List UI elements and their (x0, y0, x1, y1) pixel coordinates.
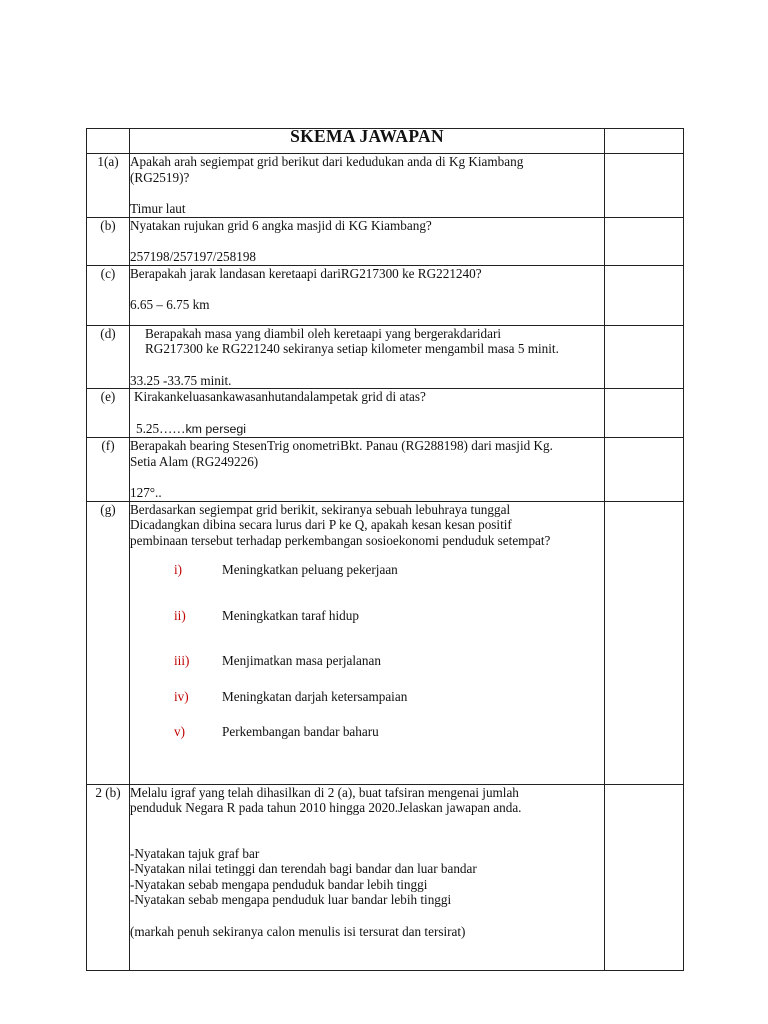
question-cell (130, 438, 605, 502)
table-row (87, 217, 684, 265)
answer-value: 5.25…… (136, 420, 186, 436)
question-cell (130, 501, 605, 784)
option-text: Meningkatkan taraf hidup (222, 607, 359, 623)
answer-text (130, 421, 604, 438)
question-text: Melalu igraf yang telah dihasilkan di 2 (a), buat tafsiran mengenai jumlah (130, 784, 519, 800)
table-header-row (87, 129, 684, 154)
table-row (87, 389, 684, 438)
question-text: pembinaan tersebut terhadap perkembangan sosioekonomi penduduk setempat? (130, 532, 551, 548)
question-number: (d) (87, 325, 130, 389)
marking-note: (markah penuh sekiranya calon menulis isi tersurat dan tersirat) (130, 923, 466, 939)
answer-point: -Nyatakan sebab mengapa penduduk bandar lebih tinggi (130, 876, 428, 892)
mark-cell (605, 217, 684, 265)
question-text: Kirakankeluasankawasanhutandalampetak grid di atas? (134, 389, 426, 404)
answer-scheme-table (86, 128, 684, 971)
question-cell (130, 784, 605, 970)
page-title: SKEMA JAWAPAN (130, 129, 605, 154)
mark-cell (605, 389, 684, 438)
mark-cell (605, 325, 684, 389)
question-cell (130, 265, 605, 325)
question-cell (130, 389, 605, 438)
question-text: Berapakah masa yang diambil oleh keretaapi yang bergerakdaridari (145, 325, 502, 341)
question-cell (130, 217, 605, 265)
answer-point: -Nyatakan tajuk graf bar (130, 845, 260, 861)
question-text: Nyatakan rujukan grid 6 angka masjid di KG Kiambang? (130, 217, 432, 233)
answer-text: 33.25 -33.75 minit. (130, 372, 232, 388)
header-num-cell (87, 129, 130, 154)
question-number: (e) (87, 389, 130, 438)
question-number: (g) (87, 501, 130, 784)
header-mark-cell (605, 129, 684, 154)
mark-cell (605, 501, 684, 784)
option-numeral: v) (174, 724, 185, 739)
mark-cell (605, 154, 684, 218)
question-text: Berapakah bearing StesenTrig onometriBkt. Panau (RG288198) dari masjid Kg. (130, 438, 553, 453)
answer-text: Timur laut (130, 201, 186, 216)
option-text: Menjimatkan masa perjalanan (222, 653, 381, 668)
question-cell (130, 154, 605, 218)
question-text: penduduk Negara R pada tahun 2010 hingga 2020.Jelaskan jawapan anda. (130, 800, 522, 815)
list-item (174, 689, 604, 705)
question-number: 1(a) (87, 154, 130, 218)
table-row (87, 501, 684, 784)
table-row (87, 325, 684, 389)
list-item (174, 653, 604, 669)
answer-point: -Nyatakan sebab mengapa penduduk luar bandar lebih tinggi (130, 892, 452, 907)
question-number: (c) (87, 265, 130, 325)
mark-cell (605, 265, 684, 325)
list-item (174, 562, 604, 578)
question-text: (RG2519)? (130, 169, 190, 185)
question-text: Berapakah jarak landasan keretaapi dariRG217300 ke RG221240? (130, 265, 482, 281)
question-cell (130, 325, 605, 389)
answer-point: -Nyatakan nilai tetinggi dan terendah bagi bandar dan luar bandar (130, 861, 477, 876)
table-row (87, 154, 684, 218)
table-row (87, 265, 684, 325)
question-text: Dicadangkan dibina secara lurus dari P ke Q, apakah kesan kesan positif (130, 517, 512, 532)
answer-text: 6.65 – 6.75 km (130, 297, 210, 312)
question-text: Apakah arah segiempat grid berikut dari kedudukan anda di Kg Kiambang (130, 154, 524, 169)
option-numeral: ii) (174, 607, 186, 623)
option-numeral: i) (174, 562, 183, 577)
option-text: Meningkatkan peluang pekerjaan (222, 562, 398, 577)
option-numeral: iii) (174, 653, 190, 668)
table-row (87, 784, 684, 970)
question-text: Setia Alam (RG249226) (130, 453, 259, 469)
question-text: Berdasarkan segiempat grid berikit, sekiranya sebuah lebuhraya tunggal (130, 501, 511, 517)
mark-cell (605, 438, 684, 502)
mark-cell (605, 784, 684, 970)
option-text: Meningkatan darjah ketersampaian (222, 688, 408, 704)
question-number: (b) (87, 217, 130, 265)
answer-unit: km persegi (185, 421, 247, 436)
table-row (87, 438, 684, 502)
question-number: (f) (87, 438, 130, 502)
list-item (174, 724, 604, 740)
option-text: Perkembangan bandar baharu (222, 724, 379, 739)
answer-text: 257198/257197/258198 (130, 249, 257, 264)
question-number: 2 (b) (87, 784, 130, 970)
option-numeral: iv) (174, 688, 189, 704)
list-item (174, 608, 604, 624)
answer-text: 127°.. (130, 485, 162, 500)
question-text: RG217300 ke RG221240 sekiranya setiap kilometer mengambil masa 5 minit. (145, 341, 559, 356)
